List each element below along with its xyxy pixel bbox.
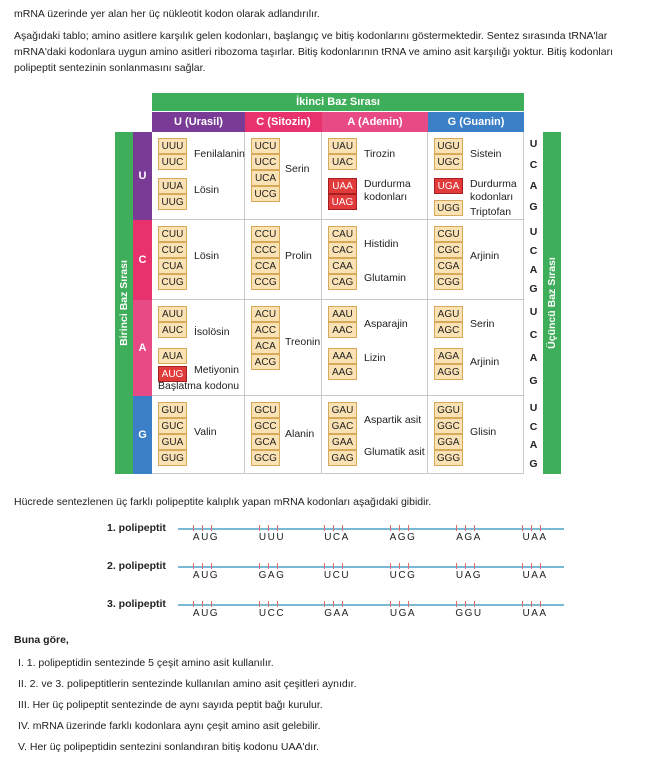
amino-acid-label: Lösin [194,250,220,262]
codon-box: AAG [328,364,357,380]
codon-box: CCU [251,226,280,242]
codon-box: UAG [328,194,357,210]
codon-box: GGG [434,450,463,466]
codon-text: UGA [389,608,417,619]
codon-cell [322,220,428,299]
first-base-label: Birinci Baz Sırası [118,260,130,346]
codon-text: GGU [455,608,483,619]
codon-box: CCC [251,242,280,258]
statement-option: I. 1. polipeptidin sentezinde 5 çeşit amino asit kullanılır. [18,657,274,669]
codon-text: UCA [324,532,350,543]
codon-cell [428,300,524,395]
codon-cell [322,396,428,473]
codon-cell [245,132,322,219]
codon-text: AUG [192,532,220,543]
codon-box: GAG [328,450,357,466]
codon-box: UUG [158,194,187,210]
codon-box: CAG [328,274,357,290]
column-header: C (Sitozin) [245,112,322,132]
amino-acid-label: Glutamin [364,272,407,284]
amino-acid-label: Fenilalanin [194,148,245,160]
codon-box: GCU [251,402,280,418]
codon-ticks [522,601,548,607]
codon-cell [428,132,524,219]
polypeptide-label: 2. polipeptit [107,560,166,572]
codon-box: AAU [328,306,357,322]
codon-row [152,396,524,474]
codon-box: UCC [251,154,280,170]
amino-acid-label: Metiyonin [194,364,239,376]
codon-text: AGG [389,532,417,543]
codon-cell [245,220,322,299]
amino-acid-label: Durdurma [470,178,517,190]
codon-ticks [456,601,482,607]
codon-cell [152,132,245,219]
amino-acid-label: Başlatma kodonu [158,380,240,392]
codon-cell [322,132,428,219]
row-header: G [133,396,152,474]
amino-acid-label: Glisin [470,426,497,438]
third-base-column [524,220,543,300]
third-base-letter: C [529,158,538,171]
intro-line-1: mRNA üzerinde yer alan her üç nükleotit kodon olarak adlandırılır. [14,8,320,20]
column-header: G (Guanin) [428,112,524,132]
column-header: A (Adenin) [322,112,428,132]
amino-acid-label: Arjinin [470,356,500,368]
codon-ticks [390,563,416,569]
intro-paragraph: Aşağıdaki tablo; amino asitlere karşılık gelen kodonları, başlangıç ve bitiş kodonlarını göstermektedir. Sentez sırasında tRNA'lar mRNA'daki kodonlara uygun amino asitleri ribozoma taşırlar. Bitiş kodonlarının tRNA ve amino asit karşılığı yoktur. Bitiş kodonları polipeptit sentezinin sonlanmasını sağlar. [14,30,614,74]
amino-acid-label: Serin [285,163,310,175]
codon-box: UCA [251,170,280,186]
codon-box: AGA [434,348,463,364]
codon-box: GGU [434,402,463,418]
codon-box: GGA [434,434,463,450]
row-header: C [133,220,152,300]
codon-ticks [522,563,548,569]
third-base-letter: A [529,264,538,277]
codon-cell [152,396,245,473]
polypeptide-label: 3. polipeptit [107,598,166,610]
polypeptide-intro: Hücrede sentezlenen üç farklı polipeptite kalıplık yapan mRNA kodonları aşağıdaki gibidir. [14,496,432,508]
codon-ticks [193,601,219,607]
codon-box: UGA [434,178,463,194]
amino-acid-label: Asparajin [364,318,408,330]
third-base-letter: A [529,179,538,192]
codon-box: UCU [251,138,280,154]
third-base-letter: C [529,328,538,341]
codon-box: AGG [434,364,463,380]
codon-box: UUA [158,178,187,194]
codon-text: UCG [389,570,417,581]
amino-acid-label: Prolin [285,250,312,262]
codon-box: GAA [328,434,357,450]
amino-acid-label: Arjinin [470,250,500,262]
third-base-letter: U [529,226,538,238]
codon-text: GAA [324,608,350,619]
codon-ticks [324,601,350,607]
codon-box: CUC [158,242,187,258]
codon-box: AGU [434,306,463,322]
codon-ticks [259,525,285,531]
third-base-letter: U [529,402,538,414]
codon-box: AAC [328,322,357,338]
mrna-strand [178,528,564,530]
amino-acid-label: Glumatik asit [364,446,425,458]
third-base-letter: A [529,351,538,364]
codon-ticks [522,525,548,531]
third-base-letter: G [529,200,538,213]
codon-box: GCC [251,418,280,434]
question-title: Buna göre, [14,634,69,646]
codon-text: UCC [258,608,286,619]
codon-cell [245,396,322,473]
codon-box: CGA [434,258,463,274]
codon-cell [428,220,524,299]
codon-box: ACC [251,322,280,338]
third-base-letter: G [529,374,538,387]
codon-ticks [324,563,350,569]
codon-box: ACA [251,338,280,354]
codon-box: GUU [158,402,187,418]
row-header: U [133,132,152,220]
amino-acid-label: Lösin [194,184,220,196]
codon-box: CAA [328,258,357,274]
statement-option: V. Her üç polipeptidin sentezini sonlandıran bitiş kodonu UAA'dır. [18,741,320,753]
third-base-column [524,132,543,220]
polypeptide-label: 1. polipeptit [107,522,166,534]
codon-ticks [456,525,482,531]
codon-text: UAA [522,570,548,581]
codon-box: CUG [158,274,187,290]
third-base-column [524,300,543,396]
amino-acid-label: Durdurma [364,178,411,190]
second-base-header: İkinci Baz Sırası [152,93,524,111]
codon-row [152,300,524,396]
codon-box: AUC [158,322,187,338]
codon-cell [245,300,322,395]
codon-box: GUA [158,434,187,450]
codon-box: GAU [328,402,357,418]
codon-box: CCG [251,274,280,290]
third-base-letter: A [529,439,538,452]
codon-row [152,220,524,300]
amino-acid-label: Histidin [364,238,399,250]
codon-ticks [259,601,285,607]
codon-box: CGC [434,242,463,258]
codon-box: UGU [434,138,463,154]
third-base-letter: C [529,420,538,433]
codon-box: AAA [328,348,357,364]
codon-cell [152,220,245,299]
codon-box: UAA [328,178,357,194]
codon-box: UAC [328,154,357,170]
statement-option: II. 2. ve 3. polipeptitlerin sentezinde kullanılan amino asit çeşitleri aynıdır. [18,678,357,690]
codon-ticks [193,525,219,531]
codon-text: UUU [258,532,286,543]
amino-acid-label: Serin [470,318,495,330]
codon-box: UUC [158,154,187,170]
codon-ticks [390,525,416,531]
codon-box: CAU [328,226,357,242]
codon-box: CGU [434,226,463,242]
codon-box: GCG [251,450,280,466]
amino-acid-label: İsolösin [194,326,230,338]
codon-text: UAA [522,608,548,619]
codon-box: CAC [328,242,357,258]
mrna-strand [178,604,564,606]
codon-text: AGA [456,532,482,543]
codon-box: GCA [251,434,280,450]
amino-acid-label: kodonları [470,191,514,203]
codon-text: UAG [455,570,483,581]
codon-cell [152,300,245,395]
codon-box: AUU [158,306,187,322]
codon-box: GAC [328,418,357,434]
codon-ticks [259,563,285,569]
codon-row [152,132,524,220]
third-base-letter: G [529,283,538,296]
codon-ticks [456,563,482,569]
codon-box: GGC [434,418,463,434]
codon-box: UAU [328,138,357,154]
codon-box: CUA [158,258,187,274]
codon-text: UCU [323,570,351,581]
column-header: U (Urasil) [152,112,245,132]
amino-acid-label: Triptofan [470,206,512,218]
codon-box: GUC [158,418,187,434]
codon-box: CUU [158,226,187,242]
third-base-letter: U [529,138,538,150]
codon-text: AUG [192,608,220,619]
amino-acid-label: Tirozin [364,148,396,160]
codon-box: UGG [434,200,463,216]
codon-text: AUG [192,570,220,581]
codon-box: CCA [251,258,280,274]
codon-text: UAA [522,532,548,543]
codon-box: CGG [434,274,463,290]
statement-option: IV. mRNA üzerinde farklı kodonlara aynı çeşit amino asit gelebilir. [18,720,321,732]
third-base-label: Üçüncü Baz Sırası [546,257,558,349]
mrna-strand [178,566,564,568]
third-base-column [524,396,543,474]
codon-cell [428,396,524,473]
codon-box: AUA [158,348,187,364]
statement-option: III. Her üç polipeptit sentezinde de aynı sayıda peptit bağı kurulur. [18,699,323,711]
third-base-letter: U [529,306,538,318]
amino-acid-label: kodonları [364,191,408,203]
codon-box: AUG [158,366,187,382]
codon-ticks [324,525,350,531]
codon-box: GUG [158,450,187,466]
third-base-letter: G [529,457,538,470]
amino-acid-label: Aspartik asit [364,414,422,426]
codon-ticks [193,563,219,569]
third-base-letter: C [529,245,538,258]
codon-box: UUU [158,138,187,154]
codon-box: ACU [251,306,280,322]
row-header: A [133,300,152,396]
amino-acid-label: Sistein [470,148,502,160]
amino-acid-label: Valin [194,426,217,438]
amino-acid-label: Lizin [364,352,386,364]
codon-box: UGC [434,154,463,170]
codon-ticks [390,601,416,607]
codon-box: UCG [251,186,280,202]
codon-box: AGC [434,322,463,338]
codon-cell [322,300,428,395]
codon-text: GAG [258,570,286,581]
amino-acid-label: Treonin [285,336,321,348]
amino-acid-label: Alanin [285,428,315,440]
codon-box: ACG [251,354,280,370]
